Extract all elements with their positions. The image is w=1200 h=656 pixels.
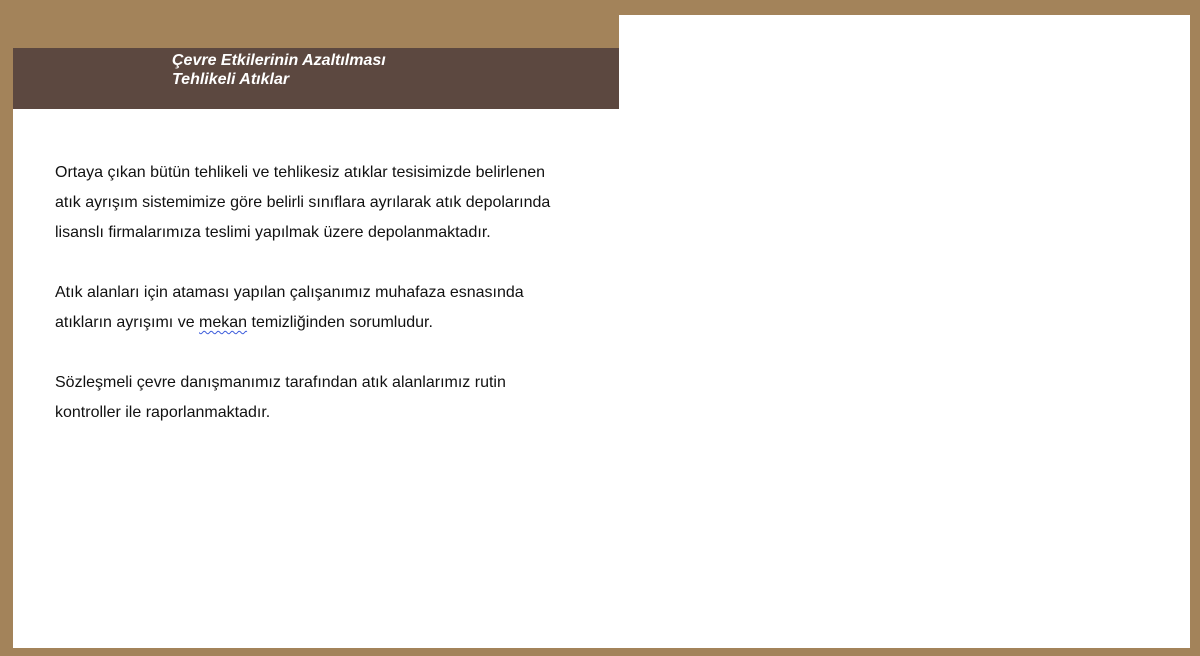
paragraph-2 [55, 278, 615, 338]
title-band [13, 48, 619, 109]
text-segment: temizliğinden sorumludur. [247, 314, 433, 331]
page-title [172, 51, 386, 89]
text-line: kontroller ile raporlanmaktadır. [55, 404, 271, 421]
text-line: Sözleşmeli çevre danışmanımız tarafından atık alanlarımız rutin [55, 374, 506, 391]
text-line: lisanslı firmalarımıza teslimi yapılmak üzere depolanmaktadır. [55, 224, 491, 241]
header-accent-bar [13, 15, 619, 48]
title-line-1: Çevre Etkilerinin Azaltılması [172, 52, 386, 69]
text-line-with-spellcheck [55, 308, 615, 338]
spellcheck-flagged-word[interactable]: mekan [199, 314, 248, 331]
title-line-2: Tehlikeli Atıklar [172, 71, 290, 88]
paragraph-1 [55, 158, 615, 248]
text-segment: atıkların ayrışımı ve [55, 314, 200, 331]
text-line: Atık alanları için ataması yapılan çalışanımız muhafaza esnasında [55, 284, 524, 301]
text-line: Ortaya çıkan bütün tehlikeli ve tehlikesiz atıklar tesisimizde belirlenen [55, 164, 546, 181]
text-line: atık ayrışım sistemimize göre belirli sınıflara ayrılarak atık depolarında [55, 194, 551, 211]
paragraph-3 [55, 368, 615, 428]
document-body [55, 158, 615, 458]
